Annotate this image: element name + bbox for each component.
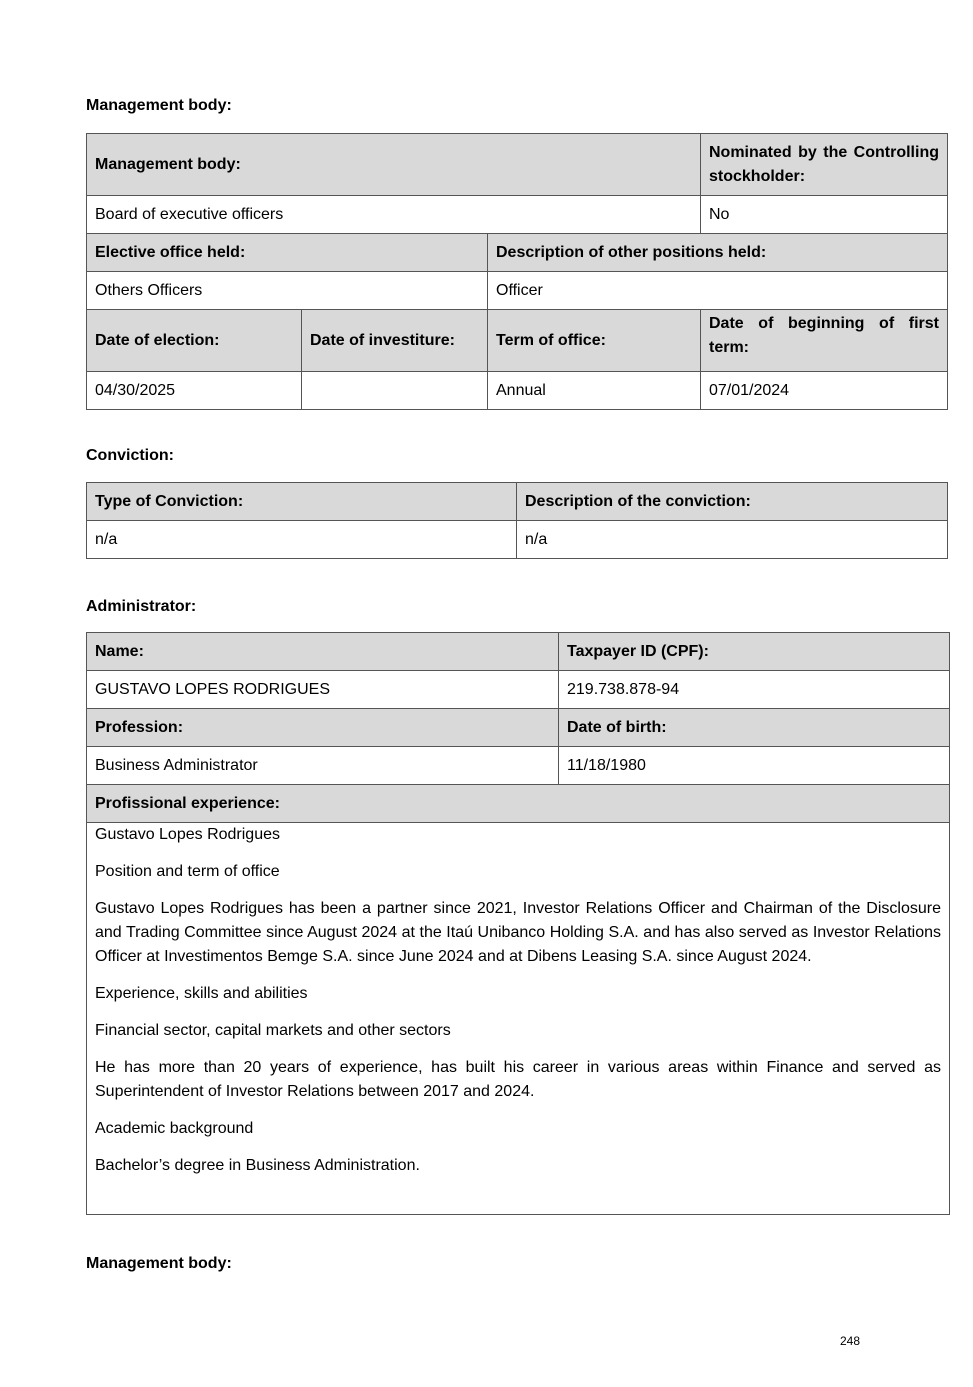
cpf-label: Taxpayer ID (CPF):: [559, 633, 950, 671]
experience-paragraph: Gustavo Lopes Rodrigues: [95, 826, 280, 843]
conviction-type-label: Type of Conviction:: [87, 483, 517, 521]
elective-office-label: Elective office held:: [87, 234, 488, 272]
experience-paragraph: Position and term of office: [95, 863, 280, 880]
management-body-label: Management body:: [87, 134, 701, 196]
other-positions-value: Officer: [488, 272, 948, 310]
experience-paragraph: Bachelor’s degree in Business Administration.: [95, 1157, 420, 1174]
professional-experience-label: Profissional experience:: [87, 785, 950, 823]
first-term-date-value: 07/01/2024: [701, 372, 948, 410]
next-management-body-heading: Management body:: [86, 1255, 232, 1272]
experience-paragraph: He has more than 20 years of experience, has built his career in various areas within Finance and served as Superintendent of Investor Relations between 2017 and 2024.: [95, 1059, 941, 1100]
term-of-office-label: Term of office:: [488, 310, 701, 372]
conviction-description-value: n/a: [517, 521, 948, 559]
experience-paragraph: Experience, skills and abilities: [95, 985, 308, 1002]
conviction-heading: Conviction:: [86, 447, 174, 464]
administrator-table: [86, 632, 950, 1215]
experience-paragraph: Financial sector, capital markets and other sectors: [95, 1022, 451, 1039]
management-body-table: [86, 133, 948, 410]
nominated-label: Nominated by the Controlling stockholder:: [701, 134, 948, 196]
name-value: GUSTAVO LOPES RODRIGUES: [87, 671, 559, 709]
administrator-heading: Administrator:: [86, 598, 197, 615]
experience-paragraph: Academic background: [95, 1120, 254, 1137]
cpf-value: 219.738.878-94: [559, 671, 950, 709]
other-positions-label: Description of other positions held:: [488, 234, 948, 272]
date-of-investiture-value: [302, 372, 488, 410]
nominated-value: No: [701, 196, 948, 234]
date-of-birth-label: Date of birth:: [559, 709, 950, 747]
conviction-description-label: Description of the conviction:: [517, 483, 948, 521]
name-label: Name:: [87, 633, 559, 671]
first-term-date-label: Date of beginning of first term:: [701, 310, 948, 372]
professional-experience-body: [87, 823, 950, 1215]
profession-value: Business Administrator: [87, 747, 559, 785]
conviction-type-value: n/a: [87, 521, 517, 559]
date-of-election-label: Date of election:: [87, 310, 302, 372]
profession-label: Profession:: [87, 709, 559, 747]
page-number: 248: [840, 1334, 861, 1348]
management-body-heading: Management body:: [86, 97, 232, 114]
elective-office-value: Others Officers: [87, 272, 488, 310]
term-of-office-value: Annual: [488, 372, 701, 410]
management-body-value: Board of executive officers: [87, 196, 701, 234]
conviction-table: [86, 482, 948, 559]
date-of-birth-value: 11/18/1980: [559, 747, 950, 785]
experience-paragraph: Gustavo Lopes Rodrigues has been a partner since 2021, Investor Relations Officer and Chairman of the Disclosure and Trading Committee since August 2024 at the Itaú Unibanco Holding S.A. and has also served as Investor Relations Officer at Investimentos Bemge S.A. since June 2024 and at Dibens Leasing S.A. since August 2024.: [95, 900, 941, 965]
date-of-election-value: 04/30/2025: [87, 372, 302, 410]
date-of-investiture-label: Date of investiture:: [302, 310, 488, 372]
